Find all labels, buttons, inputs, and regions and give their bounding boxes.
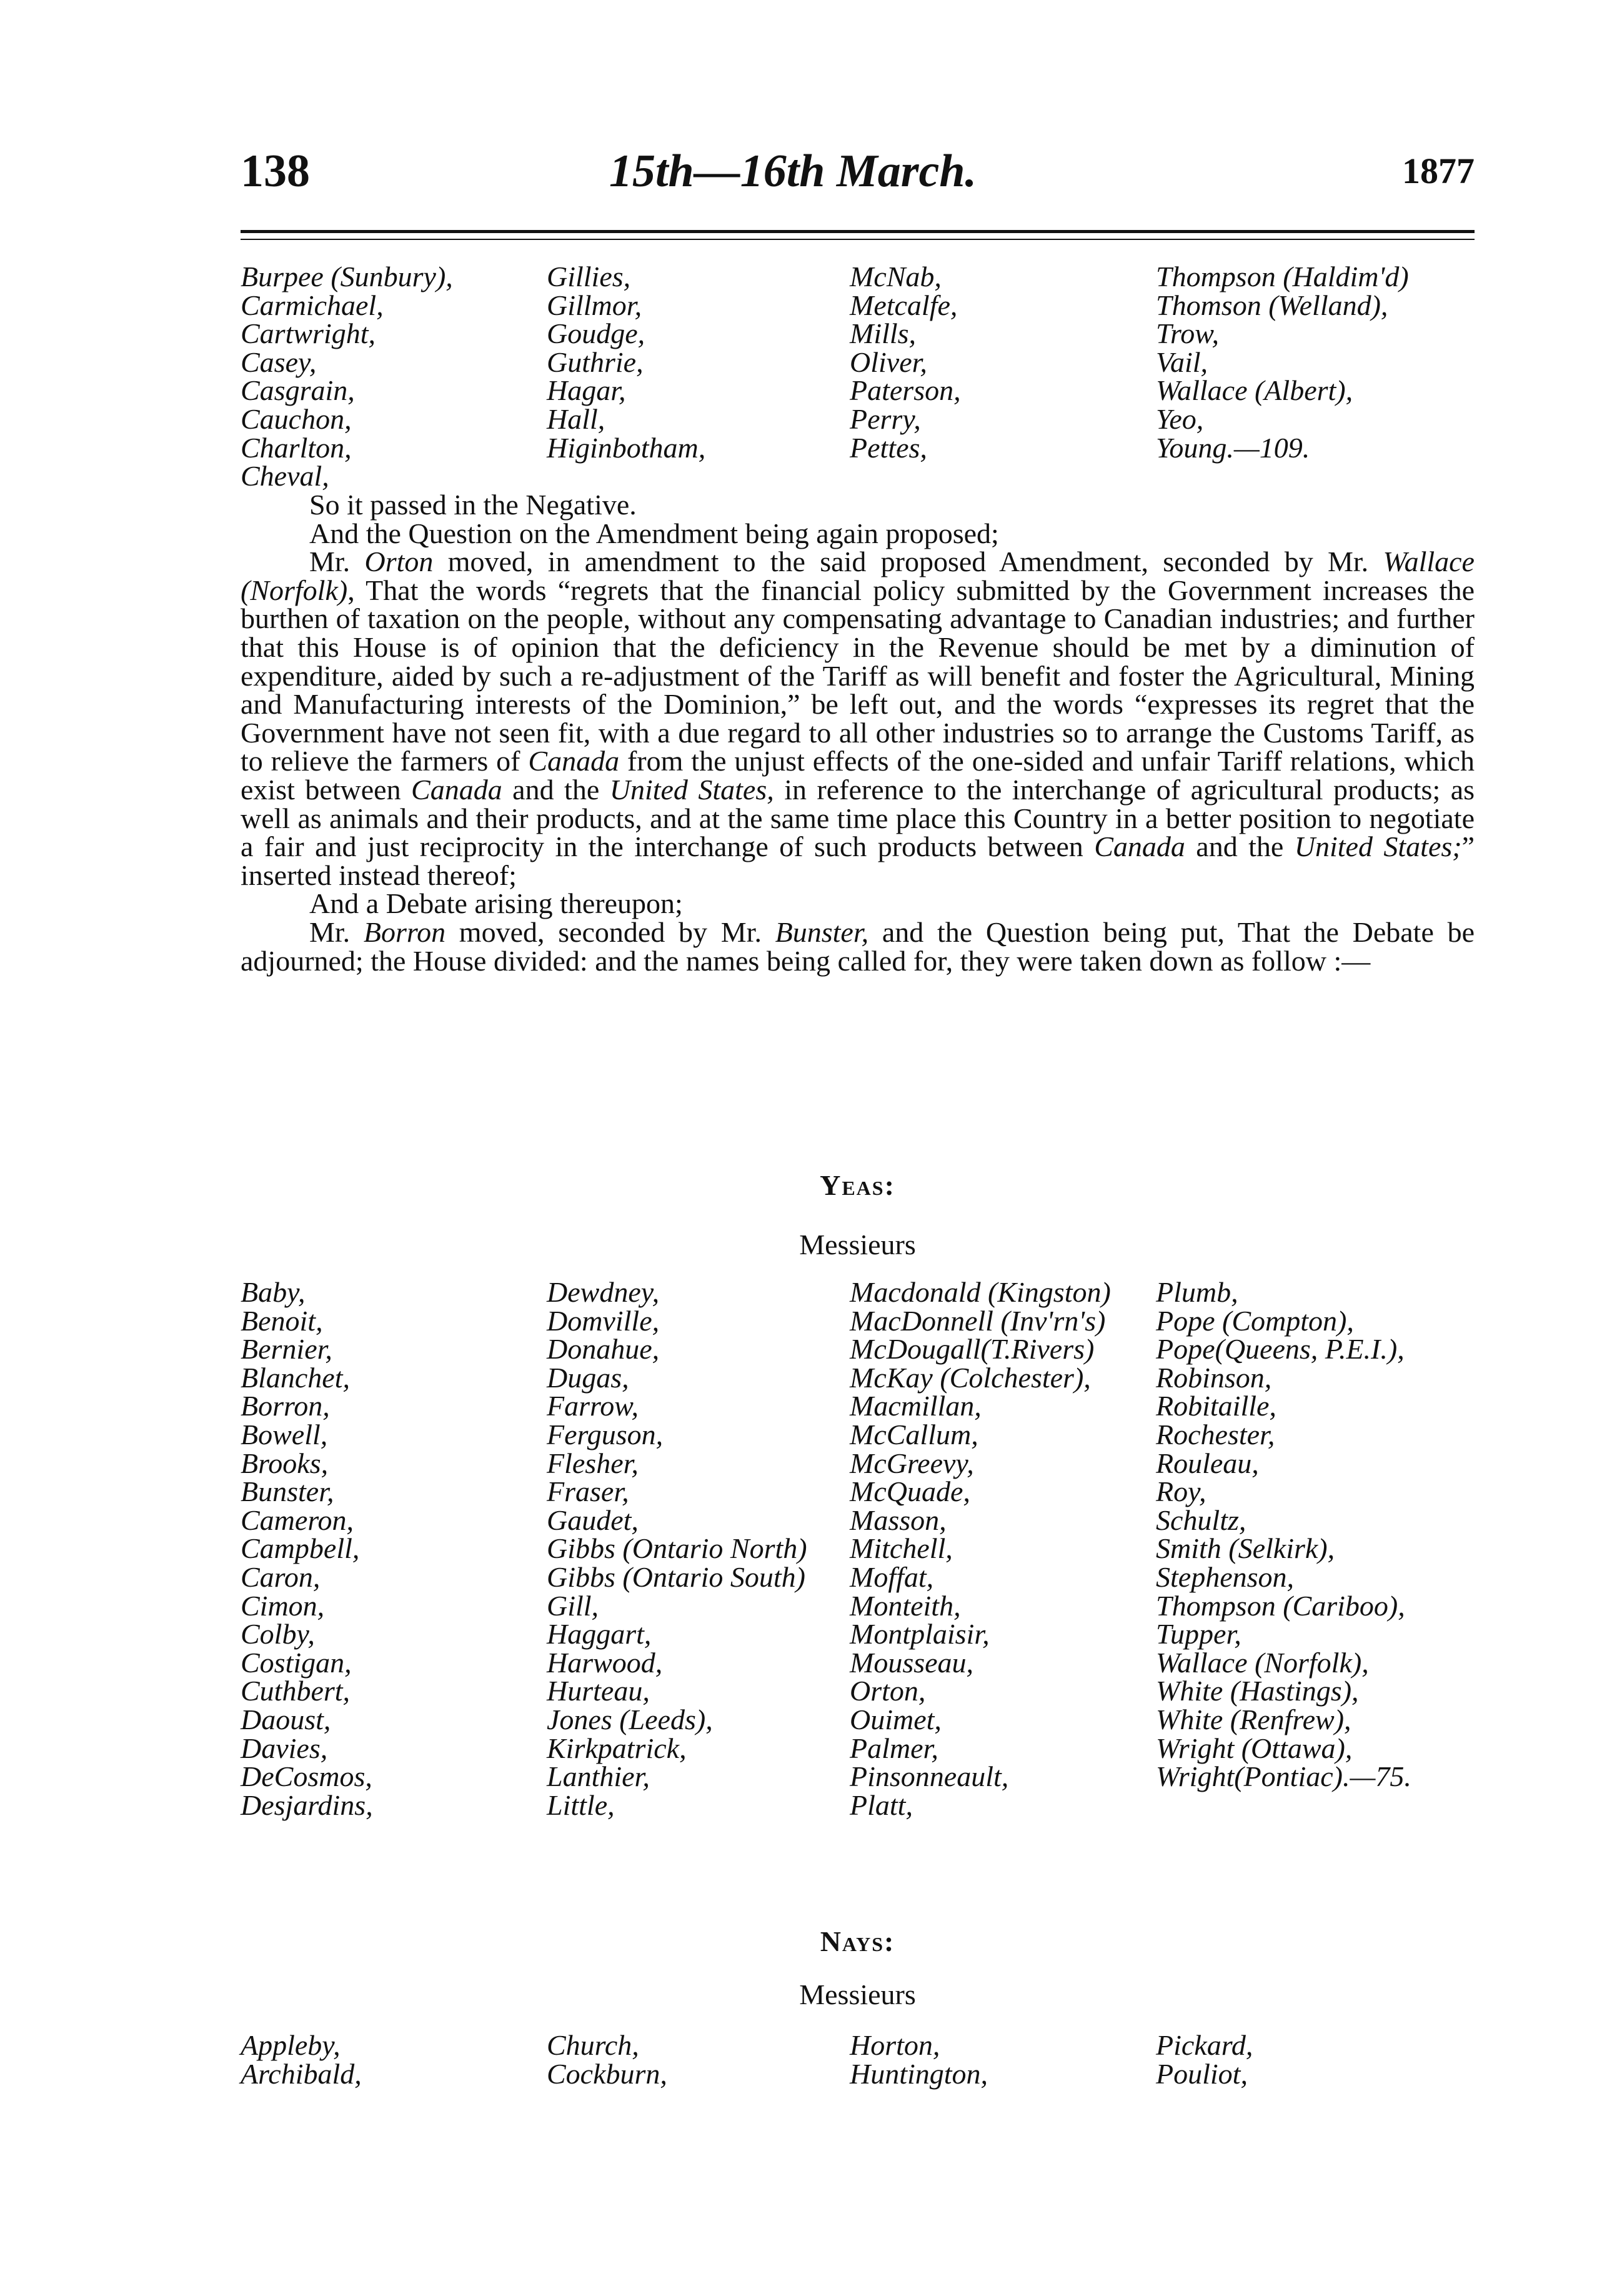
member-name: Cartwright, — [241, 317, 376, 350]
member-name: Flesher, — [547, 1447, 639, 1479]
member-name: Pickard, — [1156, 2029, 1253, 2061]
member-name: Trow, — [1156, 317, 1220, 350]
member-name: Bowell, — [241, 1418, 328, 1450]
member-name: Macmillan, — [850, 1390, 982, 1422]
member-name: Macdonald (Kingston) — [850, 1276, 1111, 1308]
member-name: Palmer, — [850, 1732, 938, 1764]
member-name: White (Renfrew), — [1156, 1703, 1351, 1735]
member-name: Appleby, — [241, 2029, 341, 2061]
member-name: Hagar, — [547, 374, 626, 407]
nays-subheading: Messieurs — [799, 1979, 916, 2010]
member-name: Church, — [547, 2029, 639, 2061]
member-name: McDougall(T.Rivers) — [850, 1333, 1095, 1365]
member-name: Cauchon, — [241, 402, 352, 435]
member-name: Goudge, — [547, 317, 645, 350]
member-name: McKay (Colchester), — [850, 1361, 1091, 1394]
yeas-column-1 — [241, 1278, 373, 1819]
member-name: Mousseau, — [850, 1646, 974, 1679]
member-name: Huntington, — [850, 2057, 988, 2090]
orton-amendment: Mr. Orton moved, in amendment to the said proposed Amendment, seconded by Mr. Wallace (Norfolk), That the words “regrets that the financial policy submitted by the Government increases the burthen of taxation on the people, without any compensating advantage to Canadian industries; and further that this House is of opinion that the deficiency in the Revenue should be met by a diminution of expenditure, aided by such a re-adjustment of the Tariff as will benefit and foster the Agricultural, Mining and Manufacturing interests of the Dominion,” be left out, and the words “expresses its regret that the Government have not seen fit, with a due regard to all other industries so to arrange the Customs Tariff, as to relieve the farmers of Canada from the unjust effects of the one-sided and unfair Tariff relations, which exist between Canada and the United States, in reference to the interchange of agricultural products; as well as animals and their products, and at the same time place this Country in a better position to negotiate a fair and just reciprocity in the interchange of such products between Canada and the United States;” inserted instead thereof; — [241, 546, 1475, 891]
member-name: Hurteau, — [547, 1675, 650, 1707]
member-name: Mills, — [850, 317, 917, 350]
member-name: Pettes, — [850, 431, 927, 464]
page-year: 1877 — [1402, 151, 1475, 191]
member-name: Perry, — [850, 402, 921, 435]
member-name: Vail, — [1156, 346, 1208, 378]
header-rule-thick — [241, 230, 1475, 233]
member-name: Wallace (Norfolk) — [241, 546, 1475, 606]
running-header — [241, 145, 1475, 214]
member-name: McQuade, — [850, 1475, 970, 1508]
member-name: Moffat, — [850, 1560, 934, 1593]
member-name: Donahue, — [547, 1333, 660, 1365]
member-name: Cockburn, — [547, 2057, 667, 2090]
member-name: McNab, — [850, 261, 942, 292]
nays-column-2 — [547, 2031, 667, 2088]
member-name: White (Hastings), — [1156, 1675, 1359, 1707]
member-name: Caron, — [241, 1560, 321, 1593]
debate-line: And a Debate arising thereupon; — [309, 887, 683, 920]
member-name: Campbell, — [241, 1532, 360, 1565]
member-name: Rouleau, — [1156, 1447, 1259, 1479]
member-name: Little, — [547, 1789, 615, 1821]
negative-line: So it passed in the Negative. — [309, 489, 637, 521]
member-name: Guthrie, — [547, 346, 644, 378]
member-name: Gibbs (Ontario North) — [547, 1532, 807, 1565]
member-name: Blanchet, — [241, 1361, 350, 1394]
member-name: Casey, — [241, 346, 317, 378]
member-name: Metcalfe, — [850, 289, 958, 321]
member-name: Bunster, — [241, 1475, 334, 1508]
member-name: Tupper, — [1156, 1618, 1241, 1650]
member-name: Gillmor, — [547, 289, 642, 321]
nays-heading: Nays: — [820, 1925, 895, 1957]
yeas-column-4 — [1156, 1278, 1411, 1791]
member-name: Fraser, — [547, 1475, 629, 1508]
member-name: Thomson (Welland), — [1156, 289, 1388, 321]
member-name: Borron — [363, 916, 446, 948]
member-name: Jones (Leeds), — [547, 1703, 713, 1735]
member-name: Borron, — [241, 1390, 330, 1422]
member-name: Wright (Ottawa), — [1156, 1732, 1353, 1764]
member-name: Monteith, — [850, 1589, 961, 1622]
member-name: Carmichael, — [241, 289, 384, 321]
member-name: Davies, — [241, 1732, 328, 1764]
member-name: Cimon, — [241, 1589, 325, 1622]
member-name: Gillies, — [547, 261, 631, 292]
nays-column-1 — [241, 2031, 362, 2088]
member-name: Baby, — [241, 1276, 306, 1308]
member-name: Thompson (Cariboo), — [1156, 1589, 1405, 1622]
nays-column-3 — [850, 2031, 988, 2088]
member-name: Domville, — [547, 1304, 660, 1337]
member-name: Schultz, — [1156, 1504, 1246, 1536]
nays-column-4 — [1156, 2031, 1253, 2088]
member-name: Kirkpatrick, — [547, 1732, 687, 1764]
member-name: Lanthier, — [547, 1760, 650, 1793]
member-name: Cameron, — [241, 1504, 354, 1536]
member-name: Bernier, — [241, 1333, 332, 1365]
member-name: Rochester, — [1156, 1418, 1275, 1450]
member-name: Ouimet, — [850, 1703, 942, 1735]
member-name: Gibbs (Ontario South) — [547, 1560, 805, 1593]
member-name: Daoust, — [241, 1703, 331, 1735]
nays-continued-column-4 — [1156, 262, 1409, 462]
member-name: Robitaille, — [1156, 1390, 1276, 1422]
member-name: Dugas, — [547, 1361, 629, 1394]
proceedings-text — [241, 491, 1475, 975]
member-name: Brooks, — [241, 1447, 329, 1479]
member-name: Yeo, — [1156, 402, 1204, 435]
nays-continued-column-2 — [547, 262, 705, 462]
member-name: Costigan, — [241, 1646, 352, 1679]
member-name: Pope(Queens, P.E.I.), — [1156, 1333, 1405, 1365]
member-name: Dewdney, — [547, 1276, 660, 1308]
yeas-column-3 — [850, 1278, 1111, 1819]
member-name: Stephenson, — [1156, 1560, 1295, 1593]
member-name: Masson, — [850, 1504, 947, 1536]
member-name: Montplaisir, — [850, 1618, 990, 1650]
member-name: Desjardins, — [241, 1789, 373, 1821]
member-name: Pouliot, — [1156, 2057, 1248, 2090]
member-name: Young.—109. — [1156, 431, 1310, 464]
yeas-column-2 — [547, 1278, 807, 1819]
member-name: Ferguson, — [547, 1418, 664, 1450]
member-name: Cheval, — [241, 460, 329, 492]
header-rule-thin — [241, 239, 1475, 240]
member-name: Benoit, — [241, 1304, 323, 1337]
member-name: Charlton, — [241, 431, 352, 464]
member-name: Platt, — [850, 1789, 913, 1821]
member-name: Mitchell, — [850, 1532, 953, 1565]
member-name: Bunster, — [775, 916, 869, 948]
member-name: Plumb, — [1156, 1276, 1238, 1308]
borron-motion: Mr. Borron moved, seconded by Mr. Bunster, and the Question being put, That the Debate be adjourned; the House divided: and the names being called for, they were taken down as follow :— — [241, 916, 1475, 977]
member-name: DeCosmos, — [241, 1760, 372, 1793]
nays-continued-column-3 — [850, 262, 961, 462]
member-name: Gaudet, — [547, 1504, 639, 1536]
page-title: 15th—16th March. — [609, 146, 977, 197]
again-proposed-line: And the Question on the Amendment being again proposed; — [309, 517, 999, 549]
member-name: Farrow, — [547, 1390, 639, 1422]
yeas-heading: Yeas: — [820, 1169, 895, 1201]
member-name: Horton, — [850, 2029, 940, 2061]
member-name: Smith (Selkirk), — [1156, 1532, 1335, 1565]
nays-continued-column-1 — [241, 262, 453, 491]
member-name: Orton, — [850, 1675, 926, 1707]
member-name: Wright(Pontiac).—75. — [1156, 1760, 1411, 1793]
member-name: Casgrain, — [241, 374, 355, 407]
member-name: Orton — [364, 546, 434, 578]
member-name: McCallum, — [850, 1418, 978, 1450]
member-name: Archibald, — [241, 2057, 362, 2090]
member-name: Higinbotham, — [547, 431, 706, 464]
member-name: Burpee (Sunbury), — [241, 261, 453, 292]
member-name: Pinsonneault, — [850, 1760, 1009, 1793]
member-name: Harwood, — [547, 1646, 663, 1679]
member-name: Wallace (Albert), — [1156, 374, 1353, 407]
member-name: Wallace (Norfolk), — [1156, 1646, 1369, 1679]
member-name: Haggart, — [547, 1618, 652, 1650]
page-number: 138 — [241, 146, 310, 197]
member-name: Hall, — [547, 402, 605, 435]
member-name: McGreevy, — [850, 1447, 974, 1479]
member-name: Paterson, — [850, 374, 961, 407]
member-name: Roy, — [1156, 1475, 1206, 1508]
member-name: Thompson (Haldim'd) — [1156, 261, 1409, 292]
member-name: Colby, — [241, 1618, 315, 1650]
yeas-subheading: Messieurs — [799, 1229, 916, 1260]
member-name: Oliver, — [850, 346, 927, 378]
member-name: Robinson, — [1156, 1361, 1272, 1394]
member-name: Pope (Compton), — [1156, 1304, 1354, 1337]
member-name: MacDonnell (Inv'rn's) — [850, 1304, 1106, 1337]
member-name: Cuthbert, — [241, 1675, 351, 1707]
member-name: Gill, — [547, 1589, 599, 1622]
